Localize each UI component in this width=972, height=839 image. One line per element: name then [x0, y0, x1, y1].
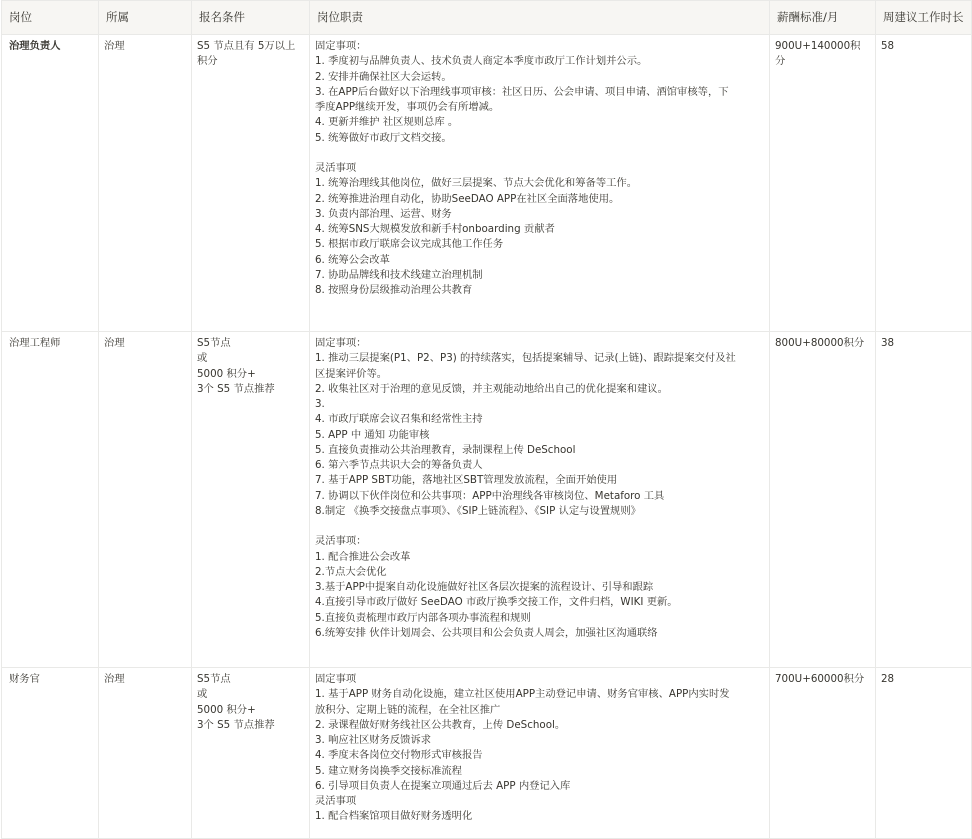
dept-cell: 治理 [99, 332, 192, 668]
dept-cell: 治理 [99, 668, 192, 839]
column-header-condition: 报名条件 [192, 1, 310, 35]
text-line: S5 节点且有 5万以上 [197, 40, 296, 52]
text-line: 5. 直接负责推动公共治理教育，录制课程上传 DeSchool [315, 443, 576, 456]
duties-cell [310, 35, 770, 332]
text-line: 8.制定 《换季交接盘点事项》、《SIP上链流程》、《SIP 认定与设置规则》 [315, 504, 641, 517]
text-line: S5节点 [197, 337, 231, 349]
text-line: 或 [197, 352, 208, 365]
text-line: 4.直接引导市政厅做好 SeeDAO 市政厅换季交接工作，文件归档，WIKI 更新。 [315, 596, 678, 609]
text-line: 放积分、定期上链的流程，在全社区推广 [315, 703, 501, 716]
text-line: 6. 引导项目负责人在提案立项通过后去 APP 内登记入库 [315, 779, 571, 792]
role-cell: 治理负责人 [2, 35, 99, 332]
text-line: 2.节点大会优化 [315, 565, 387, 578]
text-line: 6. 统筹公会改革 [315, 253, 390, 266]
duties-cell [310, 668, 770, 839]
text-line: 5000 积分+ [197, 703, 256, 716]
text-line: 6. 第六季节点共识大会的筹备负责人 [315, 459, 483, 471]
text-line: 1. 配合档案馆项目做好财务透明化 [315, 810, 473, 823]
column-header-dept: 所属 [99, 1, 192, 35]
text-line: 5.直接负责梳理市政厅内部各项办事流程和规则 [315, 611, 531, 624]
text-line: 分 [775, 55, 786, 68]
table-row [2, 35, 972, 332]
text-line: S5节点 [197, 673, 231, 685]
text-line: 2. 统筹推进治理自动化，协助SeeDAO APP在社区全面落地使用。 [315, 192, 620, 205]
text-line: 固定事项 [315, 673, 357, 685]
text-line: 5. 建立财务岗换季交接标准流程 [315, 764, 462, 777]
text-line: 固定事项： [315, 40, 367, 52]
text-line: 2. 收集社区对于治理的意见反馈，并主观能动地给出自己的优化提案和建议。 [315, 382, 668, 395]
text-line: 1. 季度初与品牌负责人、技术负责人商定本季度市政厅工作计划并公示。 [315, 55, 648, 68]
text-line: 灵活事项： [315, 535, 367, 548]
column-header-duties: 岗位职责 [310, 1, 770, 35]
text-line: 5. APP 中 通知 功能审核 [315, 428, 430, 441]
text-line: 3个 S5 节点推荐 [197, 382, 275, 395]
text-line: 2. 录课程做好财务线社区公共教育，上传 DeSchool。 [315, 718, 566, 731]
text-line: 4. 更新并维护 社区规则总库 。 [315, 116, 459, 129]
table-row [2, 332, 972, 668]
text-line: 700U+60000积分 [775, 673, 865, 685]
text-line: 区提案评价等。 [315, 367, 388, 380]
text-line: 4. 统筹SNS大规模发放和新手村onboarding 贡献者 [315, 223, 555, 235]
text-line: 800U+80000积分 [775, 337, 865, 349]
hours-cell: 58 [876, 35, 972, 332]
table-row [2, 668, 972, 839]
salary-cell [770, 35, 876, 332]
text-line: 1. 基于APP 财务自动化设施，建立社区使用APP主动登记申请、财务官审核、APP内实时发 [315, 688, 730, 701]
text-line: 3. 在APP后台做好以下治理线事项审核：社区日历、公会申请、项目申请、酒馆审核等，下 [315, 85, 729, 98]
salary-cell [770, 668, 876, 839]
condition-cell [192, 668, 310, 839]
text-line: 7. 协助品牌线和技术线建立治理机制 [315, 268, 483, 281]
text-line: 灵活事项 [315, 162, 357, 174]
text-line: 积分 [197, 55, 218, 68]
text-line: 900U+140000积 [775, 40, 861, 52]
column-header-salary: 薪酬标准/月 [770, 1, 876, 35]
hours-cell: 28 [876, 668, 972, 839]
blank-line [315, 146, 764, 161]
duties-cell [310, 332, 770, 668]
hours-cell: 38 [876, 332, 972, 668]
column-header-role: 岗位 [2, 1, 99, 35]
text-line: 7. 协调以下伙伴岗位和公共事项：APP中治理线各审核岗位、Metaforo 工具 [315, 489, 665, 502]
text-line: 5000 积分+ [197, 367, 256, 380]
text-line: 或 [197, 688, 208, 701]
text-line: 固定事项： [315, 337, 367, 349]
text-line: 2. 安排并确保社区大会运转。 [315, 70, 452, 83]
text-line: 3. [315, 398, 325, 410]
role-cell: 财务官 [2, 668, 99, 839]
role-table [1, 0, 972, 839]
text-line: 3. 负责内部治理、运营、财务 [315, 207, 452, 220]
text-line: 1. 推动三层提案(P1、P2、P3) 的持续落实，包括提案辅导、记录(上链)、跟踪提案交付及社 [315, 352, 736, 365]
text-line: 1. 统筹治理线其他岗位，做好三层提案、节点大会优化和筹备等工作。 [315, 177, 638, 190]
blank-line [315, 519, 764, 534]
text-line: 4. 季度末各岗位交付物形式审核报告 [315, 749, 483, 762]
text-line: 3个 S5 节点推荐 [197, 718, 275, 731]
text-line: 3.基于APP中提案自动化设施做好社区各层次提案的流程设计、引导和跟踪 [315, 581, 654, 593]
condition-cell [192, 35, 310, 332]
table-header-row [2, 1, 972, 35]
text-line: 3. 响应社区财务反馈诉求 [315, 734, 432, 746]
condition-cell [192, 332, 310, 668]
role-cell: 治理工程师 [2, 332, 99, 668]
text-line: 灵活事项 [315, 795, 357, 807]
text-line: 4. 市政厅联席会议召集和经常性主持 [315, 413, 483, 426]
salary-cell [770, 332, 876, 668]
text-line: 7. 基于APP SBT功能，落地社区SBT管理发放流程，全面开始使用 [315, 474, 618, 487]
text-line: 1. 配合推进公会改革 [315, 550, 411, 563]
text-line: 8. 按照身份层级推动治理公共教育 [315, 284, 473, 296]
text-line: 6.统筹安排 伙伴计划周会、公共项目和公会负责人周会，加强社区沟通联络 [315, 626, 658, 639]
text-line: 5. 根据市政厅联席会议完成其他工作任务 [315, 238, 504, 251]
text-line: 5. 统筹做好市政厅文档交接。 [315, 131, 452, 144]
text-line: 季度APP继续开发，事项仍会有所增减。 [315, 101, 500, 113]
dept-cell: 治理 [99, 35, 192, 332]
column-header-hours: 周建议工作时长 [876, 1, 972, 35]
